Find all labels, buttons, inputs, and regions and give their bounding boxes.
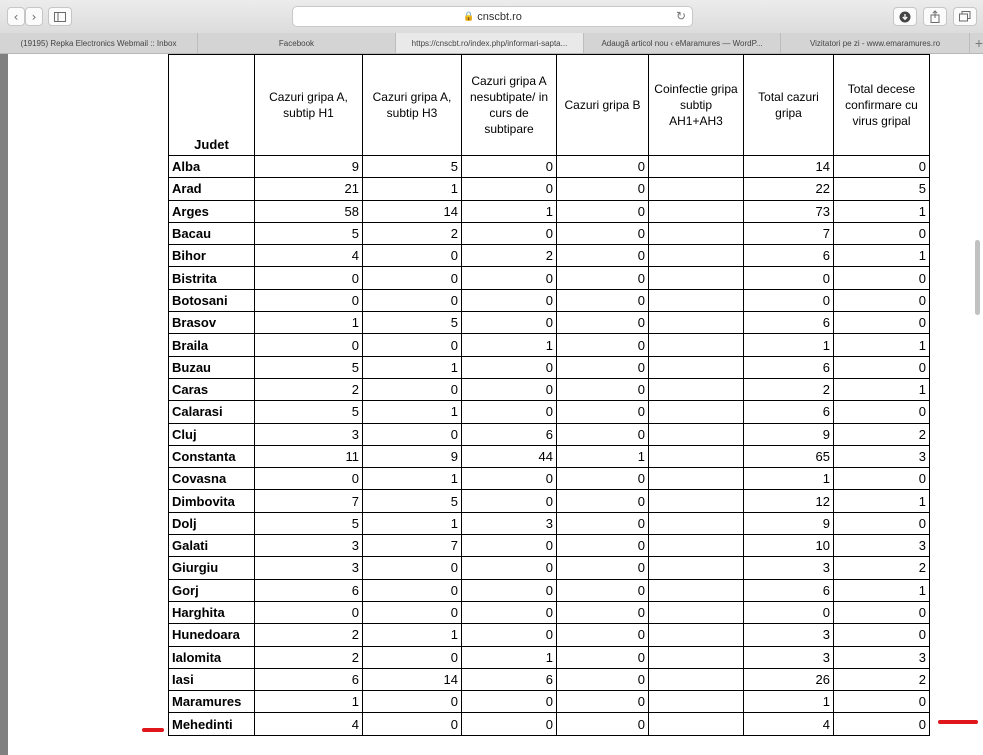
table-cell: 65 bbox=[744, 445, 834, 467]
page-left-bar bbox=[0, 54, 8, 755]
county-name: Braila bbox=[169, 334, 255, 356]
table-cell: 0 bbox=[834, 289, 930, 311]
table-cell bbox=[649, 557, 744, 579]
table-cell: 0 bbox=[363, 334, 462, 356]
table-cell bbox=[649, 178, 744, 200]
table-row bbox=[169, 490, 930, 512]
table-row bbox=[169, 401, 930, 423]
table-row bbox=[169, 445, 930, 467]
highlight-marker-right bbox=[938, 720, 978, 724]
table-cell bbox=[649, 401, 744, 423]
table-row bbox=[169, 178, 930, 200]
table-cell: 0 bbox=[834, 713, 930, 735]
table-cell: 0 bbox=[462, 267, 557, 289]
table-cell: 0 bbox=[834, 624, 930, 646]
header-judet: Judet bbox=[169, 55, 255, 156]
table-cell: 0 bbox=[557, 579, 649, 601]
county-name: Calarasi bbox=[169, 401, 255, 423]
table-cell: 5 bbox=[255, 356, 363, 378]
table-cell: 3 bbox=[744, 557, 834, 579]
table-cell: 10 bbox=[744, 535, 834, 557]
table-cell: 1 bbox=[363, 401, 462, 423]
table-cell: 0 bbox=[363, 245, 462, 267]
table-cell: 14 bbox=[744, 156, 834, 178]
county-name: Bistrita bbox=[169, 267, 255, 289]
table-cell: 0 bbox=[363, 378, 462, 400]
table-cell: 9 bbox=[744, 423, 834, 445]
table-cell: 0 bbox=[744, 289, 834, 311]
table-row bbox=[169, 289, 930, 311]
table-cell: 0 bbox=[462, 289, 557, 311]
table-cell: 0 bbox=[557, 356, 649, 378]
table-cell: 3 bbox=[834, 445, 930, 467]
header-coinfectie: Coinfectie gripa subtip AH1+AH3 bbox=[649, 55, 744, 156]
sidebar-icon[interactable] bbox=[48, 7, 72, 26]
highlight-marker-left bbox=[142, 728, 164, 732]
table-cell: 2 bbox=[462, 245, 557, 267]
table-cell: 0 bbox=[557, 289, 649, 311]
table-cell bbox=[649, 646, 744, 668]
table-cell: 0 bbox=[462, 356, 557, 378]
table-cell: 6 bbox=[462, 423, 557, 445]
table-cell: 0 bbox=[557, 624, 649, 646]
table-row bbox=[169, 601, 930, 623]
scrollbar-track[interactable] bbox=[973, 54, 983, 755]
table-cell: 1 bbox=[462, 200, 557, 222]
county-name: Galati bbox=[169, 535, 255, 557]
table-cell: 1 bbox=[834, 490, 930, 512]
table-cell: 3 bbox=[834, 646, 930, 668]
header-total-decese: Total decese confirmare cu virus gripal bbox=[834, 55, 930, 156]
table-cell: 3 bbox=[834, 535, 930, 557]
flu-cases-table bbox=[168, 54, 930, 736]
table-row bbox=[169, 200, 930, 222]
table-cell: 4 bbox=[744, 713, 834, 735]
header-h3: Cazuri gripa A, subtip H3 bbox=[363, 55, 462, 156]
table-cell: 0 bbox=[557, 378, 649, 400]
table-cell: 3 bbox=[255, 557, 363, 579]
table-cell: 0 bbox=[462, 178, 557, 200]
table-cell bbox=[649, 445, 744, 467]
county-name: Arges bbox=[169, 200, 255, 222]
county-name: Mehedinti bbox=[169, 713, 255, 735]
table-cell: 1 bbox=[363, 178, 462, 200]
url-text: cnscbt.ro bbox=[477, 10, 522, 23]
table-cell: 0 bbox=[557, 557, 649, 579]
table-cell: 0 bbox=[557, 512, 649, 534]
table-cell bbox=[649, 222, 744, 244]
table-cell: 0 bbox=[363, 289, 462, 311]
address-bar[interactable] bbox=[292, 6, 693, 27]
table-cell: 0 bbox=[363, 423, 462, 445]
table-cell: 9 bbox=[255, 156, 363, 178]
table-cell: 6 bbox=[255, 668, 363, 690]
table-cell bbox=[649, 691, 744, 713]
new-tab-button[interactable]: + bbox=[974, 35, 983, 51]
table-cell: 1 bbox=[744, 334, 834, 356]
table-cell: 1 bbox=[255, 691, 363, 713]
table-cell: 0 bbox=[255, 267, 363, 289]
table-cell: 0 bbox=[557, 334, 649, 356]
table-cell: 0 bbox=[462, 535, 557, 557]
table-cell: 0 bbox=[557, 691, 649, 713]
table-cell: 1 bbox=[744, 691, 834, 713]
tabs-overview-icon[interactable] bbox=[953, 7, 977, 26]
county-name: Maramures bbox=[169, 691, 255, 713]
table-cell bbox=[649, 490, 744, 512]
table-cell: 0 bbox=[255, 601, 363, 623]
table-cell: 0 bbox=[557, 178, 649, 200]
county-name: Covasna bbox=[169, 468, 255, 490]
table-cell: 5 bbox=[363, 156, 462, 178]
table-cell: 6 bbox=[744, 401, 834, 423]
table-row bbox=[169, 334, 930, 356]
header-total-cazuri: Total cazuri gripa bbox=[744, 55, 834, 156]
tab-cnscbt[interactable]: https://cnscbt.ro/index.php/informari-sapta... bbox=[396, 33, 584, 53]
table-cell: 5 bbox=[834, 178, 930, 200]
table-cell: 0 bbox=[557, 601, 649, 623]
table-cell: 1 bbox=[834, 378, 930, 400]
table-cell: 0 bbox=[462, 490, 557, 512]
table-cell: 1 bbox=[744, 468, 834, 490]
county-name: Constanta bbox=[169, 445, 255, 467]
table-cell: 2 bbox=[744, 378, 834, 400]
table-cell: 22 bbox=[744, 178, 834, 200]
table-cell: 0 bbox=[834, 267, 930, 289]
forward-icon[interactable]: › bbox=[25, 7, 43, 26]
table-row bbox=[169, 512, 930, 534]
table-cell: 5 bbox=[255, 512, 363, 534]
table-cell bbox=[649, 601, 744, 623]
table-cell: 6 bbox=[462, 668, 557, 690]
table-cell: 1 bbox=[834, 200, 930, 222]
table-cell: 0 bbox=[557, 267, 649, 289]
table-cell bbox=[649, 579, 744, 601]
table-row bbox=[169, 624, 930, 646]
table-cell: 0 bbox=[363, 267, 462, 289]
table-cell bbox=[649, 334, 744, 356]
table-row bbox=[169, 557, 930, 579]
table-row bbox=[169, 378, 930, 400]
table-cell: 0 bbox=[834, 156, 930, 178]
table-row bbox=[169, 245, 930, 267]
table-cell bbox=[649, 267, 744, 289]
table-cell: 9 bbox=[744, 512, 834, 534]
table-cell: 0 bbox=[557, 245, 649, 267]
table-cell: 0 bbox=[363, 601, 462, 623]
table-cell bbox=[649, 312, 744, 334]
table-cell: 0 bbox=[744, 601, 834, 623]
table-cell: 0 bbox=[363, 579, 462, 601]
table-cell: 0 bbox=[462, 713, 557, 735]
table-cell: 0 bbox=[834, 468, 930, 490]
table-cell: 1 bbox=[462, 646, 557, 668]
county-name: Buzau bbox=[169, 356, 255, 378]
table-cell: 0 bbox=[557, 156, 649, 178]
table-cell: 2 bbox=[255, 624, 363, 646]
table-cell: 0 bbox=[255, 334, 363, 356]
table-cell: 3 bbox=[744, 624, 834, 646]
county-name: Arad bbox=[169, 178, 255, 200]
table-cell: 0 bbox=[557, 312, 649, 334]
table-cell: 0 bbox=[462, 222, 557, 244]
table-row bbox=[169, 691, 930, 713]
table-cell: 0 bbox=[834, 401, 930, 423]
county-name: Hunedoara bbox=[169, 624, 255, 646]
table-cell: 3 bbox=[744, 646, 834, 668]
table-cell bbox=[649, 423, 744, 445]
table-cell: 1 bbox=[363, 468, 462, 490]
table-row bbox=[169, 267, 930, 289]
table-cell: 0 bbox=[462, 557, 557, 579]
table-cell: 0 bbox=[462, 624, 557, 646]
table-cell: 0 bbox=[462, 312, 557, 334]
table-cell: 1 bbox=[462, 334, 557, 356]
table-cell: 0 bbox=[557, 468, 649, 490]
table-cell: 6 bbox=[744, 356, 834, 378]
table-cell: 0 bbox=[255, 468, 363, 490]
table-cell: 0 bbox=[557, 200, 649, 222]
table-cell bbox=[649, 468, 744, 490]
table-cell: 0 bbox=[462, 378, 557, 400]
table-cell: 0 bbox=[363, 646, 462, 668]
table-row bbox=[169, 468, 930, 490]
table-cell: 1 bbox=[255, 312, 363, 334]
header-nesubtipate: Cazuri gripa A nesubtipate/ in curs de subtipare bbox=[462, 55, 557, 156]
table-cell: 0 bbox=[363, 713, 462, 735]
table-cell: 0 bbox=[557, 668, 649, 690]
table-cell: 1 bbox=[834, 579, 930, 601]
table-row bbox=[169, 713, 930, 735]
table-cell: 5 bbox=[255, 222, 363, 244]
table-cell: 3 bbox=[255, 423, 363, 445]
county-name: Brasov bbox=[169, 312, 255, 334]
table-cell: 1 bbox=[363, 624, 462, 646]
table-cell bbox=[649, 668, 744, 690]
table-cell: 1 bbox=[363, 356, 462, 378]
downloads-icon[interactable] bbox=[893, 7, 917, 26]
county-name: Botosani bbox=[169, 289, 255, 311]
tab-bar bbox=[0, 33, 983, 54]
table-cell bbox=[649, 624, 744, 646]
table-cell: 0 bbox=[462, 579, 557, 601]
table-cell: 0 bbox=[834, 356, 930, 378]
tab-webmail[interactable]: (19195) Repka Electronics Webmail :: Inbox bbox=[0, 33, 198, 53]
county-name: Alba bbox=[169, 156, 255, 178]
table-cell: 0 bbox=[255, 289, 363, 311]
table-cell: 2 bbox=[834, 423, 930, 445]
table-cell: 0 bbox=[557, 713, 649, 735]
county-name: Cluj bbox=[169, 423, 255, 445]
county-name: Gorj bbox=[169, 579, 255, 601]
reload-icon[interactable]: ↻ bbox=[675, 9, 686, 23]
table-cell bbox=[649, 200, 744, 222]
table-cell bbox=[649, 356, 744, 378]
table-cell: 0 bbox=[462, 601, 557, 623]
table-row bbox=[169, 356, 930, 378]
table-cell: 26 bbox=[744, 668, 834, 690]
county-name: Iasi bbox=[169, 668, 255, 690]
county-name: Caras bbox=[169, 378, 255, 400]
table-cell: 2 bbox=[255, 378, 363, 400]
table-cell: 0 bbox=[557, 222, 649, 244]
header-h1: Cazuri gripa A, subtip H1 bbox=[255, 55, 363, 156]
lock-icon: 🔒 bbox=[463, 11, 475, 21]
table-row bbox=[169, 668, 930, 690]
table-cell: 0 bbox=[557, 401, 649, 423]
table-cell bbox=[649, 535, 744, 557]
tab-emaramures-wordpress[interactable]: Adaugă articol nou ‹ eMaramures — WordP... bbox=[584, 33, 781, 53]
table-cell: 1 bbox=[834, 245, 930, 267]
table-cell: 14 bbox=[363, 668, 462, 690]
table-cell: 11 bbox=[255, 445, 363, 467]
table-cell: 0 bbox=[834, 601, 930, 623]
table-cell: 0 bbox=[834, 512, 930, 534]
table-row bbox=[169, 222, 930, 244]
table-cell: 7 bbox=[363, 535, 462, 557]
table-cell: 44 bbox=[462, 445, 557, 467]
table-cell: 0 bbox=[557, 646, 649, 668]
table-cell: 5 bbox=[363, 312, 462, 334]
table-cell: 1 bbox=[363, 512, 462, 534]
table-cell: 7 bbox=[744, 222, 834, 244]
table-cell bbox=[649, 512, 744, 534]
table-cell: 3 bbox=[462, 512, 557, 534]
table-cell: 2 bbox=[363, 222, 462, 244]
table-row bbox=[169, 646, 930, 668]
county-name: Ialomita bbox=[169, 646, 255, 668]
table-cell: 4 bbox=[255, 245, 363, 267]
table-cell: 0 bbox=[363, 691, 462, 713]
table-row bbox=[169, 156, 930, 178]
table-cell: 0 bbox=[834, 222, 930, 244]
tab-vizitatori[interactable]: Vizitatori pe zi - www.emaramures.ro bbox=[781, 33, 970, 53]
table-cell: 7 bbox=[255, 490, 363, 512]
table-cell: 0 bbox=[557, 535, 649, 557]
table-cell bbox=[649, 713, 744, 735]
table-cell: 6 bbox=[255, 579, 363, 601]
header-gripa-b: Cazuri gripa B bbox=[557, 55, 649, 156]
table-cell: 0 bbox=[363, 557, 462, 579]
share-icon[interactable] bbox=[923, 7, 947, 26]
table-cell: 4 bbox=[255, 713, 363, 735]
table-cell: 73 bbox=[744, 200, 834, 222]
table-cell: 0 bbox=[557, 490, 649, 512]
table-cell: 0 bbox=[744, 267, 834, 289]
table-cell: 2 bbox=[834, 668, 930, 690]
table-cell: 5 bbox=[255, 401, 363, 423]
table-cell bbox=[649, 289, 744, 311]
table-cell: 58 bbox=[255, 200, 363, 222]
table-cell: 1 bbox=[834, 334, 930, 356]
county-name: Harghita bbox=[169, 601, 255, 623]
table-header-row bbox=[169, 55, 930, 156]
table-cell: 0 bbox=[834, 691, 930, 713]
county-name: Bacau bbox=[169, 222, 255, 244]
browser-toolbar bbox=[0, 0, 983, 34]
table-cell: 6 bbox=[744, 579, 834, 601]
county-name: Dolj bbox=[169, 512, 255, 534]
back-icon[interactable]: ‹ bbox=[7, 7, 25, 26]
table-cell: 0 bbox=[834, 312, 930, 334]
table-cell: 21 bbox=[255, 178, 363, 200]
table-row bbox=[169, 312, 930, 334]
table-cell: 12 bbox=[744, 490, 834, 512]
table-cell: 2 bbox=[255, 646, 363, 668]
table-cell: 5 bbox=[363, 490, 462, 512]
table-row bbox=[169, 579, 930, 601]
table-cell: 1 bbox=[557, 445, 649, 467]
tab-facebook[interactable]: Facebook bbox=[198, 33, 396, 53]
table-cell bbox=[649, 245, 744, 267]
table-cell: 0 bbox=[557, 423, 649, 445]
table-cell: 2 bbox=[834, 557, 930, 579]
table-cell: 9 bbox=[363, 445, 462, 467]
table-cell: 0 bbox=[462, 156, 557, 178]
county-name: Dimbovita bbox=[169, 490, 255, 512]
table-cell: 0 bbox=[462, 691, 557, 713]
table-cell bbox=[649, 378, 744, 400]
table-cell bbox=[649, 156, 744, 178]
table-cell: 3 bbox=[255, 535, 363, 557]
county-name: Giurgiu bbox=[169, 557, 255, 579]
table-cell: 0 bbox=[462, 468, 557, 490]
table-row bbox=[169, 535, 930, 557]
table-row bbox=[169, 423, 930, 445]
county-name: Bihor bbox=[169, 245, 255, 267]
table-cell: 0 bbox=[462, 401, 557, 423]
table-cell: 14 bbox=[363, 200, 462, 222]
table-cell: 6 bbox=[744, 312, 834, 334]
scrollbar-thumb[interactable] bbox=[975, 240, 980, 315]
table-cell: 6 bbox=[744, 245, 834, 267]
